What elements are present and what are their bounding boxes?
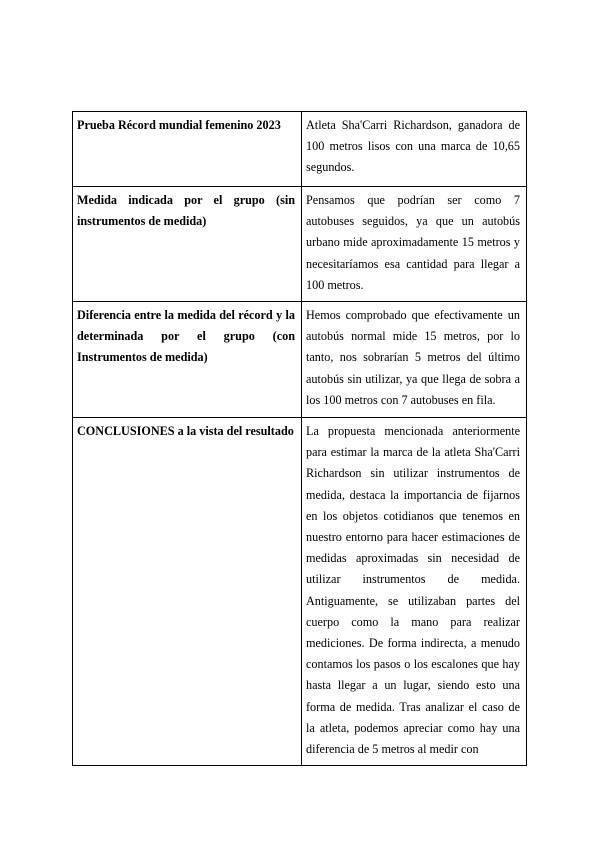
- table-row: [73, 418, 527, 766]
- row-value-record: Atleta Sha'Carri Richardson, ganadora de 100 metros lisos con una marca de 10,65 segundos.: [302, 112, 527, 187]
- row-label-difference: Diferencia entre la medida del récord y la determinada por el grupo (con Instrumentos de medida): [73, 302, 302, 418]
- row-label-record: Prueba Récord mundial femenino 2023: [73, 112, 302, 187]
- row-value-difference: Hemos comprobado que efectivamente un autobús normal mide 15 metros, por lo tanto, nos sobrarían 5 metros del último autobús sin utilizar, ya que llega de sobra a los 100 metros con 7 autobuses en fila.: [302, 302, 527, 418]
- table-row: [73, 302, 527, 418]
- table-row: [73, 112, 527, 187]
- row-label-group-estimate: Medida indicada por el grupo (sin instrumentos de medida): [73, 187, 302, 302]
- row-value-group-estimate: Pensamos que podrían ser como 7 autobuses seguidos, ya que un autobús urbano mide aproximadamente 15 metros y necesitaríamos esa cantidad para llegar a 100 metros.: [302, 187, 527, 302]
- table-row: [73, 187, 527, 302]
- results-table: [72, 111, 527, 766]
- row-label-conclusions: CONCLUSIONES a la vista del resultado: [73, 418, 302, 766]
- row-value-conclusions: La propuesta mencionada anteriormente para estimar la marca de la atleta Sha'Carri Richardson sin utilizar instrumentos de medida, destaca la importancia de fijarnos en los objetos cotidianos que tenemos en nuestro entorno para hacer estimaciones de medidas aproximadas sin necesidad de utilizar instrumentos de medida. Antiguamente, se utilizaban partes del cuerpo como la mano para realizar mediciones. De forma indirecta, a menudo contamos los pasos o los escalones que hay hasta llegar a un lugar, siendo esto una forma de medida. Tras analizar el caso de la atleta, podemos apreciar como hay una diferencia de 5 metros al medir con: [302, 418, 527, 766]
